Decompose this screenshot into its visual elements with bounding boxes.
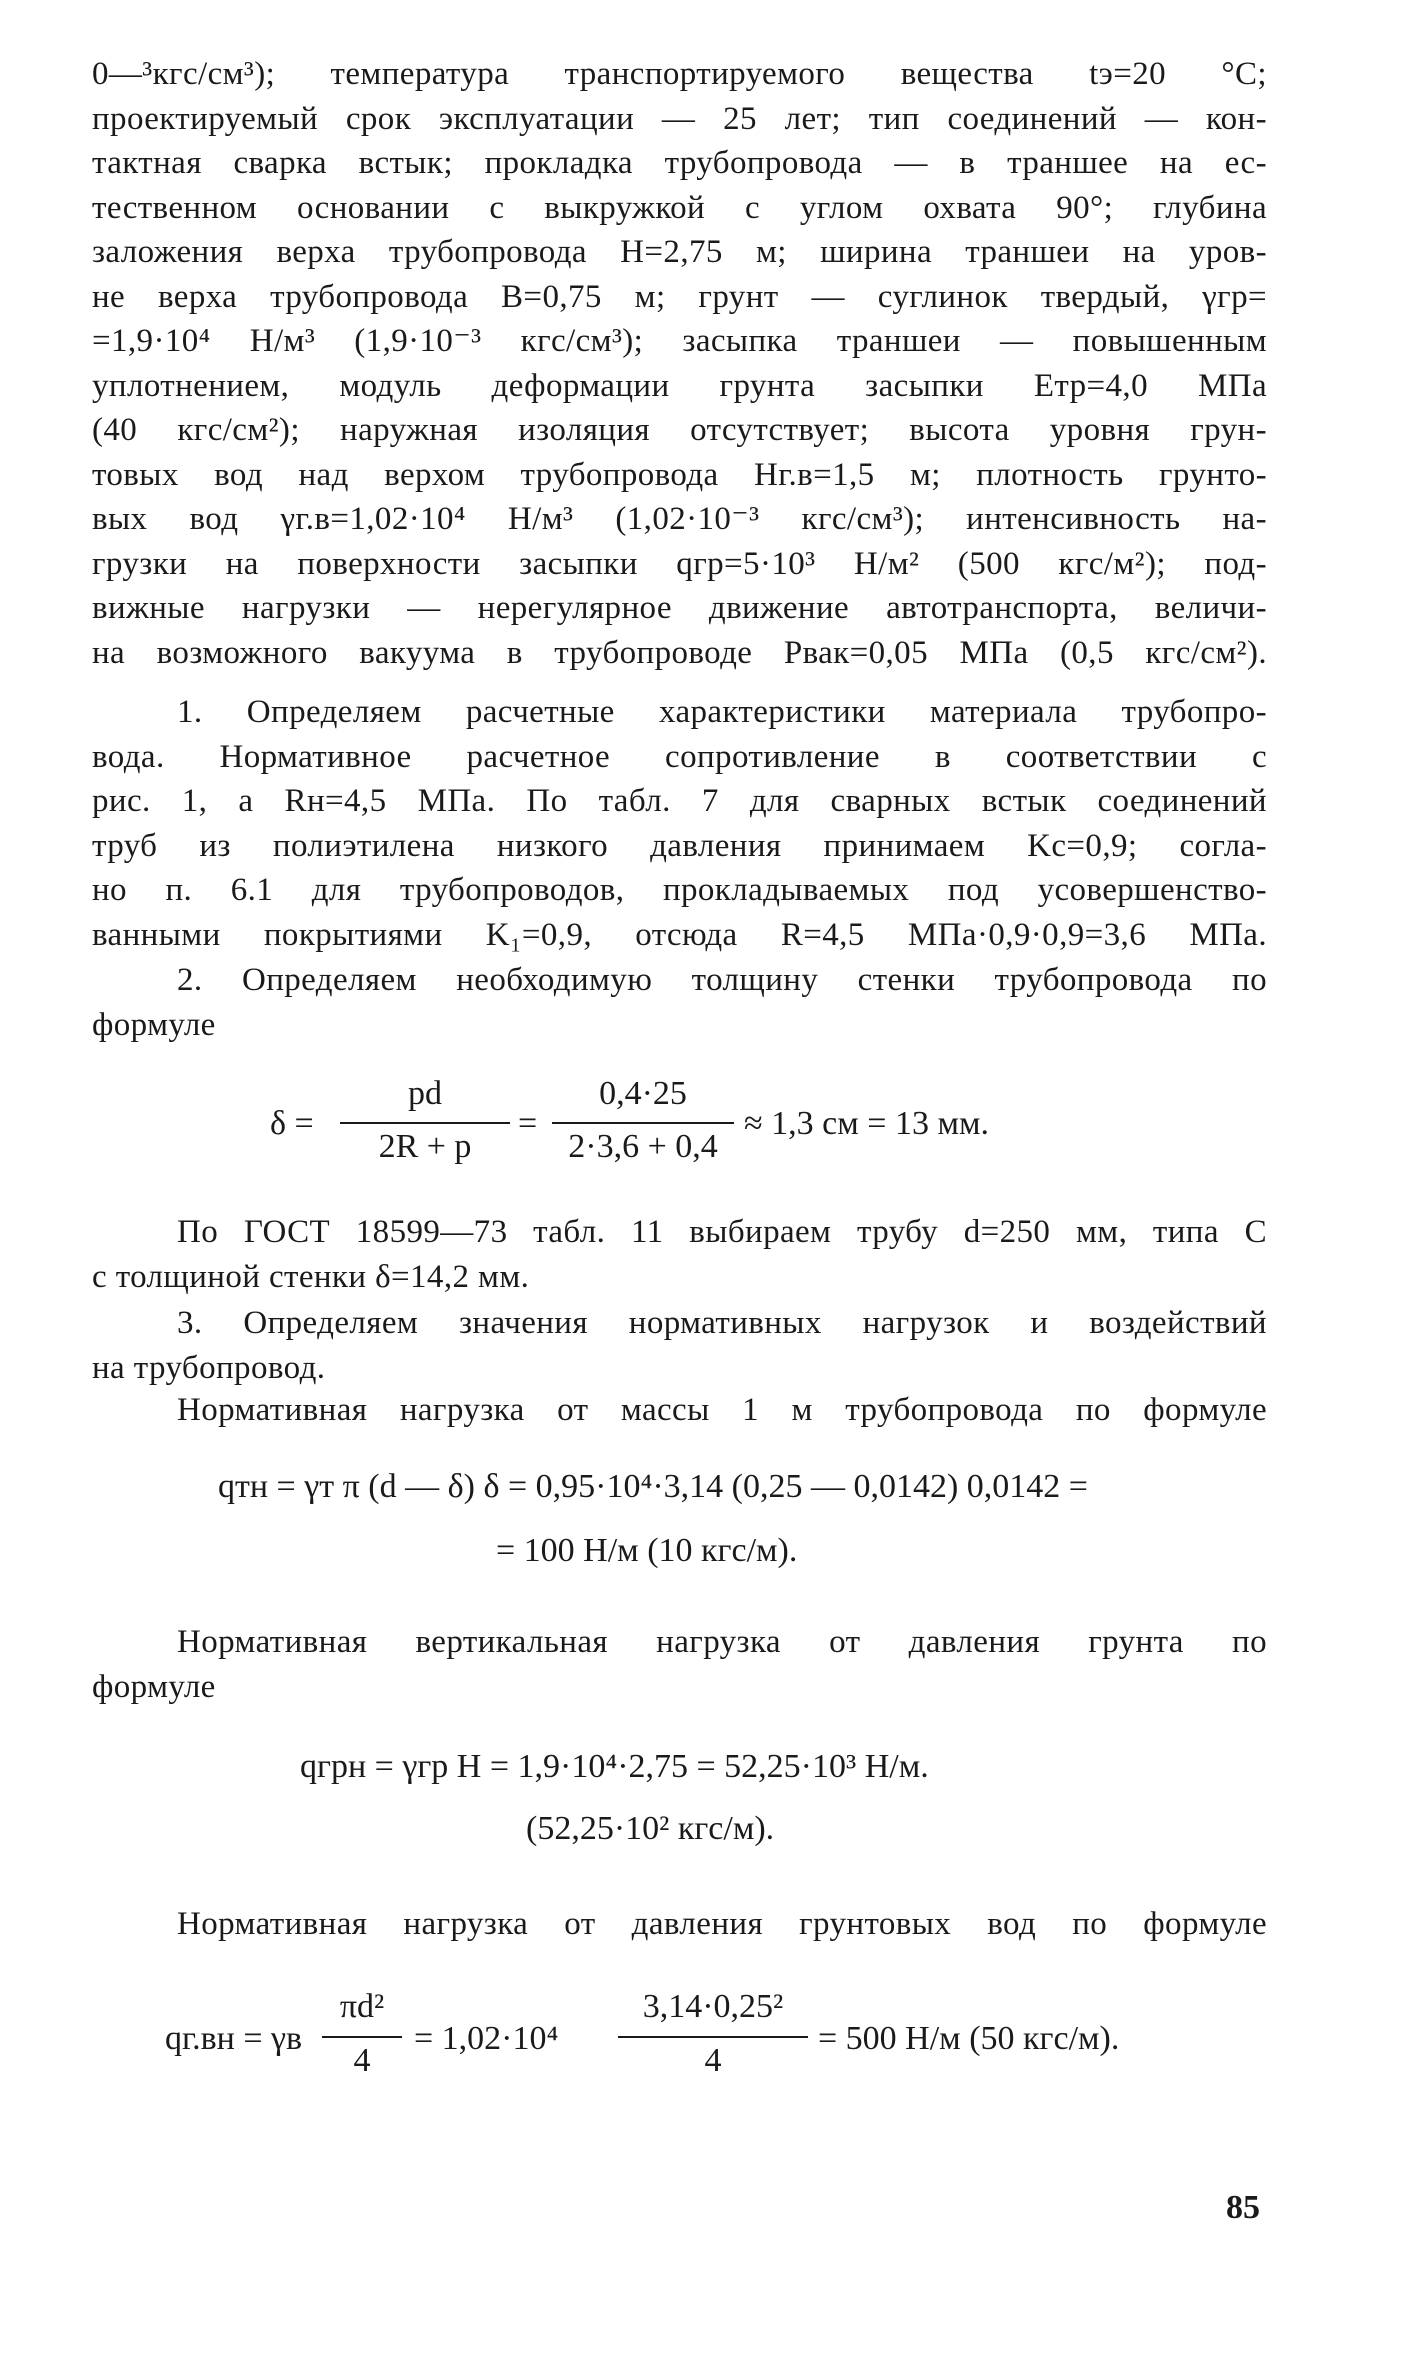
formula-denominator: 2·3,6 + 0,4	[568, 1128, 718, 1165]
text-line: 3. Определяем значения нормативных нагрузок и воздействий	[177, 1305, 1267, 1341]
text-line: вых вод γг.в=1,02·10⁴ Н/м³ (1,02·10⁻³ кгс/см³); интенсивность на-	[92, 501, 1267, 537]
formula-denominator: 4	[353, 2042, 371, 2079]
formula-soil-load-line2: (52,25·10² кгс/м).	[526, 1810, 775, 1847]
paragraph-step-3	[92, 1301, 1267, 1390]
text-line: рис. 1, а Rн=4,5 МПа. По табл. 7 для сварных встык соединений	[92, 783, 1267, 819]
formula-denominator: 4	[704, 2042, 722, 2079]
fraction-bar	[618, 2036, 808, 2038]
formula-numerator: 0,4·25	[599, 1075, 687, 1112]
formula-equals: =	[518, 1105, 538, 1142]
text-line: на трубопровод.	[92, 1349, 326, 1386]
formula-numerator: pd	[408, 1075, 442, 1112]
page-number: 85	[1226, 2189, 1260, 2226]
formula-mass-load-line2: = 100 Н/м (10 кгс/м).	[496, 1532, 798, 1569]
text-line: вода. Нормативное расчетное сопротивление в соответствии с	[92, 738, 1267, 775]
text-line: формуле	[92, 1668, 216, 1705]
paragraph-groundwater-load	[92, 1902, 1267, 1947]
text-line: вижные нагрузки — нерегулярное движение автотранспорта, величи-	[92, 590, 1267, 626]
text-line: с толщиной стенки δ=14,2 мм.	[92, 1258, 530, 1295]
formula-mass-load-line1: qтн = γт π (d — δ) δ = 0,95·10⁴·3,14 (0,25 — 0,0142) 0,0142 =	[218, 1468, 1088, 1505]
text-line: По ГОСТ 18599—73 табл. 11 выбираем трубу d=250 мм, типа С	[177, 1214, 1267, 1250]
text-line: тактная сварка встык; прокладка трубопровода — в траншее на ес-	[92, 145, 1267, 181]
formula-result: ≈ 1,3 см = 13 мм.	[744, 1105, 989, 1142]
formula-lhs: δ =	[270, 1105, 314, 1142]
paragraph-step-2	[92, 958, 1267, 1047]
paragraph-conditions	[92, 52, 1267, 675]
paragraph-gost	[92, 1210, 1267, 1299]
formula-middle: = 1,02·10⁴	[414, 2020, 559, 2057]
text-line: грузки на поверхности засыпки qгр=5·10³ Н/м² (500 кгс/м²); под-	[92, 545, 1267, 582]
text-line: тественном основании с выкружкой с углом охвата 90°; глубина	[92, 189, 1267, 226]
text-line: уплотнением, модуль деформации грунта засыпки Eтр=4,0 МПа	[92, 367, 1267, 404]
fraction-bar	[552, 1122, 734, 1124]
paragraph-mass-load	[92, 1388, 1267, 1433]
text-line: формуле	[92, 1006, 216, 1043]
text-line: труб из полиэтилена низкого давления принимаем Kc=0,9; согла-	[92, 827, 1267, 864]
formula-numerator: 3,14·0,25²	[642, 1988, 784, 2025]
text-line: товых вод над верхом трубопровода Hг.в=1,5 м; плотность грунто-	[92, 456, 1267, 493]
text-line: на возможного вакуума в трубопроводе Pвак=0,05 МПа (0,5 кгс/см²).	[92, 634, 1267, 671]
fraction-bar	[322, 2036, 402, 2038]
text-line: 0—³кгс/см³); температура транспортируемого вещества tэ=20 °С;	[92, 56, 1267, 92]
text-line: Нормативная нагрузка от массы 1 м трубопровода по формуле	[177, 1392, 1267, 1428]
paragraph-step-1	[92, 690, 1267, 957]
text-line: 1. Определяем расчетные характеристики материала трубопро-	[177, 694, 1267, 730]
text-line: Нормативная вертикальная нагрузка от давления грунта по	[177, 1624, 1267, 1660]
formula-denominator: 2R + p	[378, 1128, 472, 1165]
formula-result: = 500 Н/м (50 кгс/м).	[818, 2020, 1120, 2057]
formula-lhs: qг.вн = γв	[165, 2020, 303, 2057]
text-line: не верха трубопровода B=0,75 м; грунт — суглинок твердый, γгр=	[92, 278, 1267, 315]
text-line: Нормативная нагрузка от давления грунтовых вод по формуле	[177, 1906, 1267, 1942]
paragraph-soil-load	[92, 1620, 1267, 1709]
text-line: 2. Определяем необходимую толщину стенки трубопровода по	[177, 962, 1267, 998]
formula-numerator: πd²	[339, 1988, 385, 2025]
text-line: =1,9·10⁴ Н/м³ (1,9·10⁻³ кгс/см³); засыпка траншеи — повышенным	[92, 323, 1267, 359]
text-line: заложения верха трубопровода H=2,75 м; ширина траншеи на уров-	[92, 234, 1267, 270]
text-line: ванными покрытиями K₁=0,9, отсюда R=4,5 МПа·0,9·0,9=3,6 МПа.	[92, 916, 1267, 953]
formula-soil-load-line1: qгрн = γгр H = 1,9·10⁴·2,75 = 52,25·10³ Н/м.	[300, 1748, 929, 1785]
fraction-bar	[340, 1122, 510, 1124]
text-line: (40 кгс/см²); наружная изоляция отсутствует; высота уровня грун-	[92, 412, 1267, 448]
text-line: проектируемый срок эксплуатации — 25 лет; тип соединений — кон-	[92, 100, 1267, 137]
text-line: но п. 6.1 для трубопроводов, прокладываемых под усовершенство-	[92, 872, 1267, 908]
